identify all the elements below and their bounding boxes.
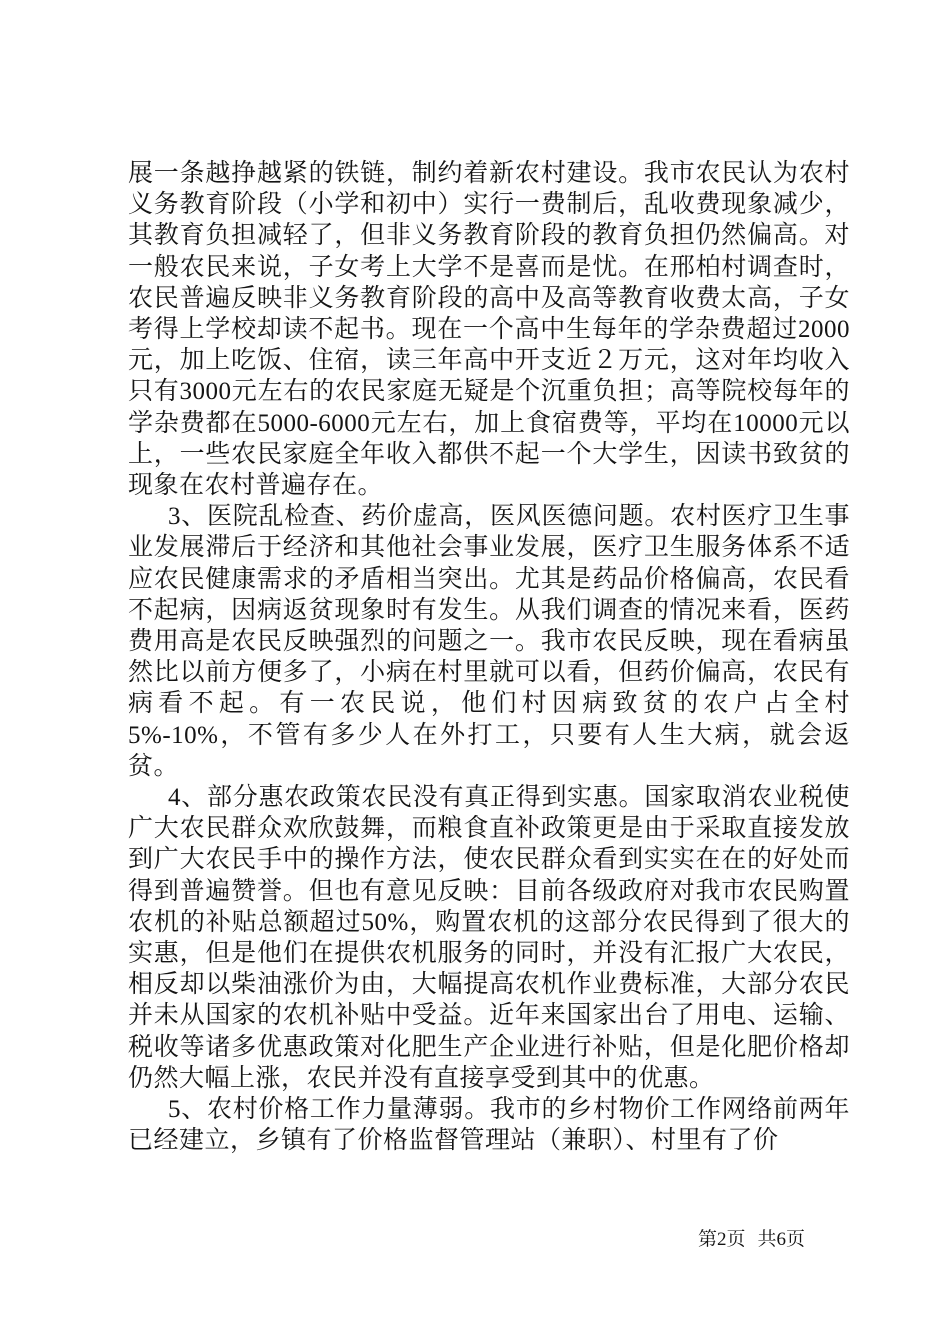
page-number-label: 第2页 bbox=[698, 1229, 746, 1250]
paragraph-item4-subsidy: 4、部分惠农政策农民没有真正得到实惠。国家取消农业税使广大农民群众欢欣鼓舞，而粮食直补政策更是由于采取直接发放到广大农民手中的操作方法，使农民群众看到实实在在的好处而得到普遍赞誉。但也有意见反映：目前各级政府对我市农民购置农机的补贴总额超过50%，购置农机的这部分农民得到了很大的实惠，但是他们在提供农机服务的同时，并没有汇报广大农民，相反却以柴油涨价为由，大幅提高农机作业费标准，大部分农民并未从国家的农机补贴中受益。近年来国家出台了用电、运输、税收等诸多优惠政策对化肥生产企业进行补贴，但是化肥价格却仍然大幅上涨，农民并没有直接享受到其中的优惠。 bbox=[128, 784, 850, 1092]
paragraph-item5-price-work: 5、农村价格工作力量薄弱。我市的乡村物价工作网络前两年已经建立，乡镇有了价格监督管理站（兼职）、村里有了价 bbox=[128, 1096, 850, 1155]
document-body bbox=[128, 158, 850, 1157]
page-footer bbox=[0, 1224, 950, 1254]
page-total-label: 共6页 bbox=[757, 1229, 806, 1250]
paragraph-education-burden: 展一条越挣越紧的铁链，制约着新农村建设。我市农民认为农村义务教育阶段（小学和初中）实行一费制后，乱收费现象减少，其教育负担减轻了，但非义务教育阶段的教育负担仍然偏高。对一般农民来说，子女考上大学不是喜而是忧。在邢柏村调查时，农民普遍反映非义务教育阶段的高中及高等教育收费太高，子女考得上学校却读不起书。现在一个高中生每年的学杂费超过2000元，加上吃饭、住宿，读三年高中开支近２万元，这对年均收入只有3000元左右的农民家庭无疑是个沉重负担；高等院校每年的学杂费都在5000-6000元左右，加上食宿费等，平均在10000元以上，一些农民家庭全年收入都供不起一个大学生，因读书致贫的现象在农村普遍存在。 bbox=[128, 160, 850, 500]
paragraph-item3-medical: 3、医院乱检查、药价虚高，医风医德问题。农村医疗卫生事业发展滞后于经济和其他社会事业发展，医疗卫生服务体系不适应农民健康需求的矛盾相当突出。尤其是药品价格偏高，农民看不起病，因病返贫现象时有发生。从我们调查的情况来看，医药费用高是农民反映强烈的问题之一。我市农民反映，现在看病虽然比以前方便多了，小病在村里就可以看，但药价偏高，农民有病看不起。有一农民说，他们村因病致贫的农户占全村5%-10%，不管有多少人在外打工，只要有人生大病，就会返贫。 bbox=[128, 503, 850, 780]
page-footer-text bbox=[698, 1224, 805, 1251]
